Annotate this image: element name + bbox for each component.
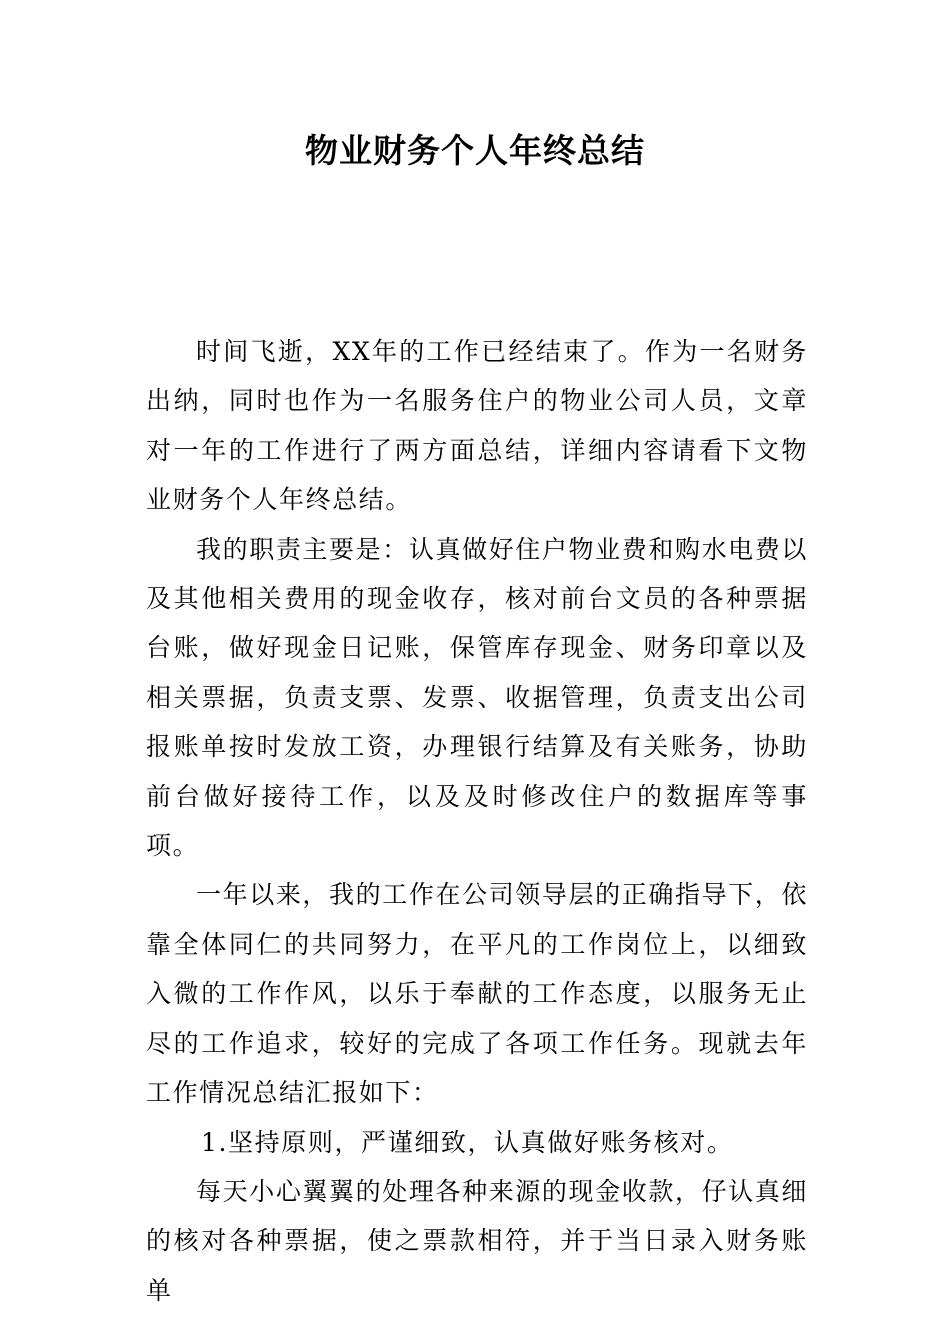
paragraph-point-1: 1.坚持原则，严谨细致，认真做好账务核对。: [201, 1127, 734, 1157]
paragraph-duties: 我的职责主要是：认真做好住户物业费和购水电费以及其他相关费用的现金收存，核对前台文员的各种票据台账，做好现金日记账，保管库存现金、财务印章以及相关票据，负责支票、发票、收据管理，负责支出公司报账单按时发放工资，办理银行结算及有关账务，协助前台做好接待工作，以及及时修改住户的数据库等事项。: [146, 534, 808, 861]
document-title: 物业财务个人年终总结: [305, 131, 645, 170]
paragraph-intro: 时间飞逝，XX年的工作已经结束了。作为一名财务出纳，同时也作为一名服务住户的物业公司人员，文章对一年的工作进行了两方面总结，详细内容请看下文物业财务个人年终总结。: [146, 337, 808, 515]
paragraph-summary: 一年以来，我的工作在公司领导层的正确指导下，依靠全体同仁的共同努力，在平凡的工作岗位上，以细致入微的工作作风，以乐于奉献的工作态度，以服务无止尽的工作追求，较好的完成了各项工作任务。现就去年工作情况总结汇报如下：: [146, 880, 808, 1108]
paragraph-point-1-detail: 每天小心翼翼的处理各种来源的现金收款，仔认真细的核对各种票据，使之票款相符，并于当日录入财务账单: [146, 1176, 808, 1305]
document-body: [146, 327, 808, 1315]
